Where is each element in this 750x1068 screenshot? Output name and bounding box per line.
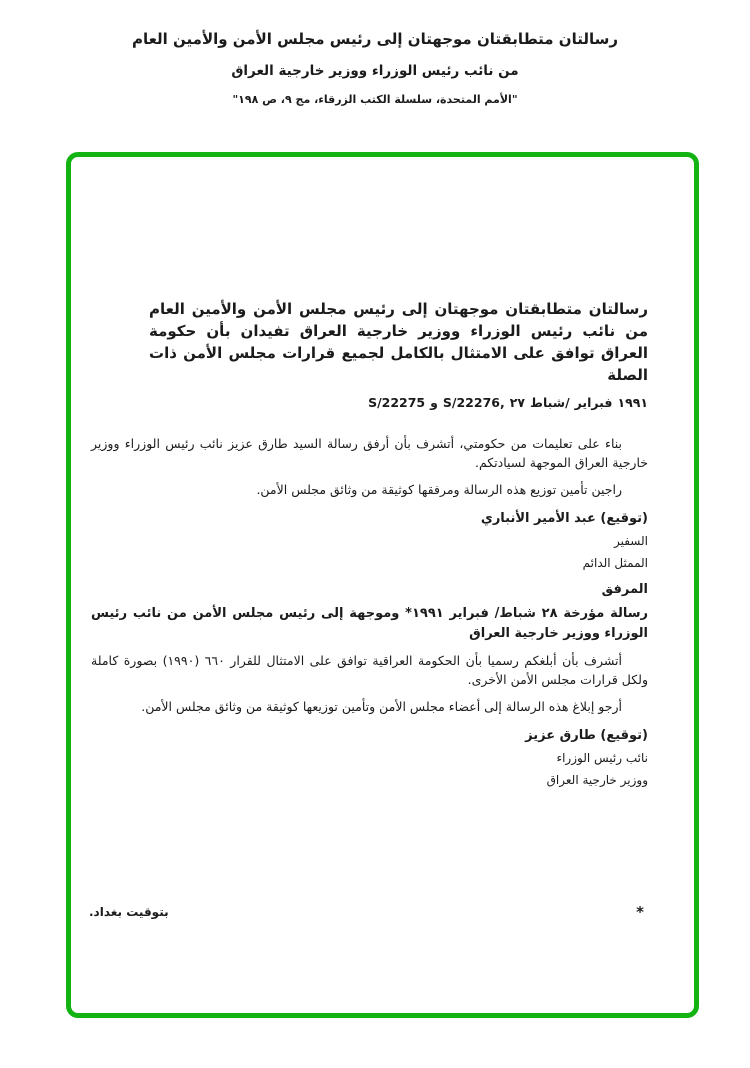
signatory-name: عبد الأمير الأنباري	[480, 511, 596, 526]
reference-date-year: ١٩٩١	[617, 395, 648, 410]
footnote-text: بتوقيت بغداد.	[89, 905, 169, 919]
signature-block-minister	[91, 728, 648, 787]
signatory-role-2: الممثل الدائم	[582, 556, 648, 570]
enclosure-heading: المرفق	[601, 582, 648, 597]
reference-date-day: ٢٧	[509, 395, 525, 410]
header-title-line-1: رسالتان متطابقتان موجهتان إلى رئيس مجلس الأمن والأمين العام	[131, 30, 619, 48]
header-title-line-2: من نائب رئيس الوزراء ووزير خارجية العراق	[231, 63, 519, 79]
enclosure-paragraph-1: أتشرف بأن أبلغكم رسميا بأن الحكومة العراقية توافق على الامتثال للقرار ٦٦٠ (١٩٩٠) بصورة كاملة ولكل قرارات مجلس الأمن الأخرى.	[91, 653, 648, 687]
letter-paragraph-1: بناء على تعليمات من حكومتي، أتشرف بأن أرفق رسالة السيد طارق عزيز نائب رئيس الوزراء ووزير خارجية العراق الموجهة لسيادتكم.	[91, 436, 648, 470]
signatory-name: طارق عزيز	[525, 728, 596, 743]
signature-label: (توقيع)	[600, 728, 648, 743]
reference-symbol-1: S/22275	[368, 395, 426, 410]
document-reference-line	[91, 395, 648, 410]
signature-line	[91, 511, 648, 526]
signature-label: (توقيع)	[600, 511, 648, 526]
header-source-note: "الأمم المتحدة، سلسلة الكتب الزرقاء، مج ٩، ص ١٩٨"	[232, 93, 518, 106]
footnote-asterisk-icon: *	[636, 903, 644, 921]
footnote-row	[89, 903, 644, 921]
signature-block-ambassador	[91, 511, 648, 570]
enclosure-title: رسالة مؤرخة ٢٨ شباط/ فبراير ١٩٩١* وموجهة إلى رئيس مجلس الأمن من نائب رئيس الوزراء ووزير خارجية العراق	[91, 606, 648, 641]
enclosure-paragraph-2: أرجو إبلاغ هذه الرسالة إلى أعضاء مجلس الأمن وتأمين توزيعها كوثيقة من وثائق مجلس الأمن.	[141, 699, 622, 714]
signatory-role-2: ووزير خارجية العراق	[546, 773, 648, 787]
reference-date-month-1: شباط/	[529, 395, 570, 410]
signatory-role-1: السفير	[613, 534, 648, 548]
reference-date-month-2: فبراير	[574, 395, 613, 410]
letter-paragraph-2: راجين تأمين توزيع هذه الرسالة ومرفقها كوثيقة من وثائق مجلس الأمن.	[256, 482, 622, 497]
reference-conjunction: و	[430, 395, 438, 410]
document-frame	[66, 152, 699, 1018]
letter-body	[71, 157, 694, 1013]
letter-title: رسالتان متطابقتان موجهتان إلى رئيس مجلس الأمن والأمين العام من نائب رئيس الوزراء ووزير خارجية العراق تفيدان بأن حكومة العراق توافق على الامتثال بالكامل لجميع قرارات مجلس الأمن ذات الصلة	[149, 300, 648, 384]
signature-line	[91, 728, 648, 743]
document-header	[0, 0, 750, 106]
signatory-role-1: نائب رئيس الوزراء	[556, 751, 648, 765]
reference-symbol-2: S/22276,	[442, 395, 505, 410]
